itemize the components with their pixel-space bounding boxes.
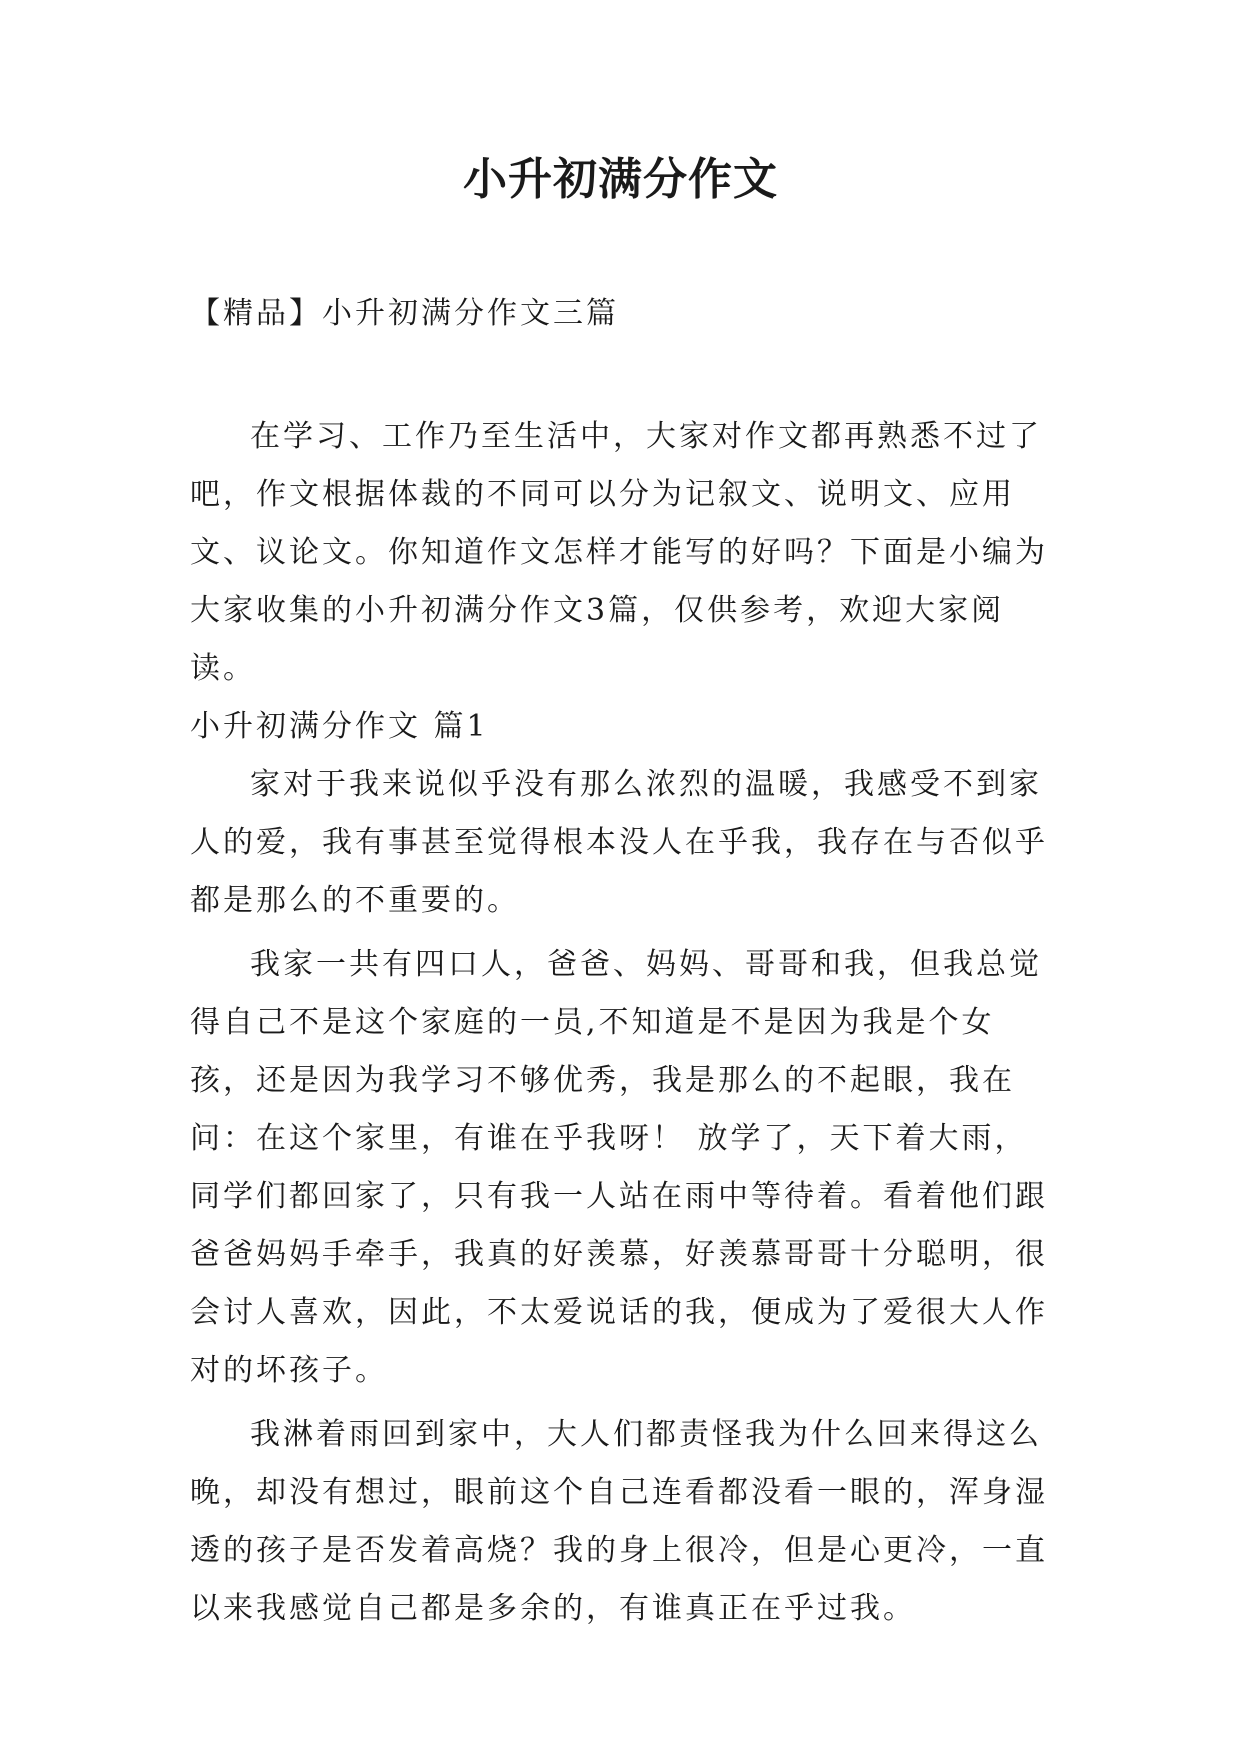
intro-paragraph: 在学习、工作乃至生活中，大家对作文都再熟悉不过了吧，作文根据体裁的不同可以分为记叙文、说明文、应用文、议论文。你知道作文怎样才能写的好吗？下面是小编为大家收集的小升初满分作文3篇，仅供参考，欢迎大家阅读。	[190, 419, 1048, 686]
body-paragraph: 我家一共有四口人，爸爸、妈妈、哥哥和我，但我总觉得自己不是这个家庭的一员,不知道是不是因为我是个女孩，还是因为我学习不够优秀，我是那么的不起眼，我在问：在这个家里，有谁在乎我呀！ 放学了，天下着大雨，同学们都回家了，只有我一人站在雨中等待着。看着他们跟爸爸妈妈手牵手，我真的好羡慕，好羡慕哥哥十分聪明，很会讨人喜欢，因此，不太爱说话的我，便成为了爱很大人作对的坏孩子。	[190, 947, 1048, 1388]
section-heading: 小升初满分作文 篇1	[190, 709, 489, 744]
page-title: 小升初满分作文	[463, 154, 778, 205]
body-paragraph: 我淋着雨回到家中，大人们都责怪我为什么回来得这么晚，却没有想过，眼前这个自己连看都没看一眼的，浑身湿透的孩子是否发着高烧？我的身上很冷，但是心更冷，一直以来我感觉自己都是多余的，有谁真正在乎过我。	[190, 1417, 1048, 1626]
body-paragraph: 家对于我来说似乎没有那么浓烈的温暖，我感受不到家人的爱，我有事甚至觉得根本没人在乎我，我存在与否似乎都是那么的不重要的。	[190, 767, 1048, 918]
document-body	[190, 408, 1048, 1638]
document-subtitle: 【精品】小升初满分作文三篇	[190, 296, 619, 331]
